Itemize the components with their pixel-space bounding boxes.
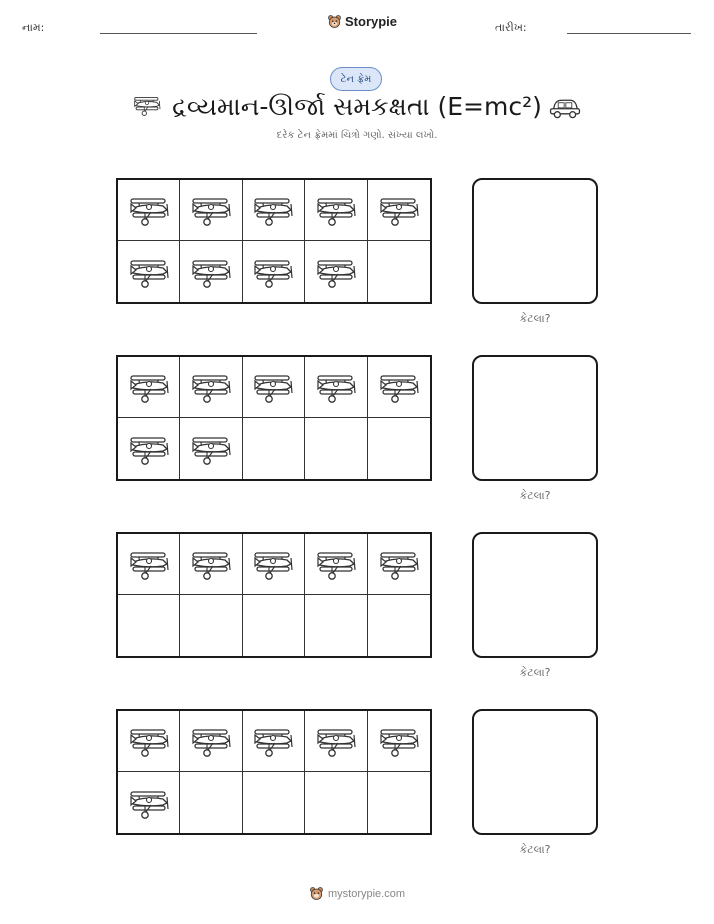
airplane-icon xyxy=(314,545,358,583)
answer-box[interactable] xyxy=(472,178,598,304)
ten-frame-cell xyxy=(305,595,367,656)
airplane-icon xyxy=(377,191,421,229)
brand-name: Storypie xyxy=(345,14,398,29)
ten-frame-cell xyxy=(243,595,305,656)
footer-url: mystorypie.com xyxy=(328,887,406,900)
ten-frame-cell xyxy=(118,357,180,418)
airplane-icon xyxy=(189,545,233,583)
airplane-icon xyxy=(127,430,171,468)
count-prompt: કેટલા? xyxy=(519,666,551,679)
ten-frame-cell xyxy=(118,595,180,656)
ten-frame-cell xyxy=(368,180,430,241)
airplane-icon xyxy=(251,545,295,583)
ten-frame-cell xyxy=(368,711,430,772)
ten-frame-cell xyxy=(118,534,180,595)
ten-frame-cell xyxy=(368,241,430,302)
ten-frame-cell xyxy=(243,711,305,772)
worksheet-type-badge: ટેન ફ્રેમ xyxy=(330,67,382,91)
ten-frame-cell xyxy=(243,418,305,479)
ten-frame xyxy=(116,178,432,304)
ten-frame xyxy=(116,355,432,481)
ten-frame-cell xyxy=(243,357,305,418)
name-line[interactable] xyxy=(100,33,257,34)
count-prompt: કેટલા? xyxy=(519,843,551,856)
ten-frame-cell xyxy=(305,418,367,479)
ten-frame-cell xyxy=(180,711,242,772)
ten-frame-cell xyxy=(243,772,305,833)
ten-frame xyxy=(116,709,432,835)
airplane-icon xyxy=(127,545,171,583)
brand-logo xyxy=(327,14,397,29)
airplane-icon xyxy=(251,191,295,229)
ten-frame-cell xyxy=(118,772,180,833)
airplane-icon xyxy=(127,784,171,822)
answer-box[interactable] xyxy=(472,709,598,835)
airplane-icon xyxy=(377,722,421,760)
ten-frame-cell xyxy=(305,711,367,772)
ten-frame-cell xyxy=(305,241,367,302)
airplane-icon xyxy=(127,722,171,760)
ten-frame-cell xyxy=(305,772,367,833)
airplane-icon xyxy=(251,722,295,760)
ten-frame-cell xyxy=(118,241,180,302)
bear-mascot-icon xyxy=(309,886,324,901)
airplane-icon xyxy=(377,545,421,583)
ten-frame-cell xyxy=(243,180,305,241)
ten-frame-cell xyxy=(180,418,242,479)
ten-frame-cell xyxy=(368,357,430,418)
count-prompt: કેટલા? xyxy=(519,489,551,502)
airplane-icon xyxy=(314,722,358,760)
airplane-icon xyxy=(189,722,233,760)
airplane-icon xyxy=(189,368,233,406)
answer-box[interactable] xyxy=(472,355,598,481)
date-label: તારીખ: xyxy=(495,21,527,34)
name-label: નામ: xyxy=(22,21,45,34)
ten-frame-cell xyxy=(368,595,430,656)
date-line[interactable] xyxy=(567,33,691,34)
airplane-icon xyxy=(189,253,233,291)
ten-frame-cell xyxy=(180,534,242,595)
ten-frame-cell xyxy=(305,180,367,241)
airplane-icon xyxy=(189,191,233,229)
ten-frame-cell xyxy=(118,711,180,772)
page-title: દ્રવ્યમાન-ઊર્જા સમકક્ષતા (E=mc²) xyxy=(172,92,542,121)
ten-frame-cell xyxy=(305,357,367,418)
ten-frame-cell xyxy=(118,180,180,241)
airplane-icon xyxy=(314,253,358,291)
airplane-icon xyxy=(314,368,358,406)
ten-frame-cell xyxy=(243,241,305,302)
ten-frame-cell xyxy=(368,418,430,479)
ten-frame-cell xyxy=(180,595,242,656)
instructions: દરેક ટેન ફ્રેમમાં ચિત્રો ગણો. સંખ્યા લખો. xyxy=(276,130,438,141)
ten-frame-cell xyxy=(368,534,430,595)
airplane-icon xyxy=(189,430,233,468)
airplane-icon xyxy=(251,253,295,291)
ten-frame-cell xyxy=(180,180,242,241)
ten-frame-cell xyxy=(180,772,242,833)
airplane-icon xyxy=(127,191,171,229)
airplane-icon xyxy=(127,253,171,291)
airplane-icon xyxy=(127,368,171,406)
bear-mascot-icon xyxy=(327,14,342,29)
footer xyxy=(309,886,405,901)
ten-frame-cell xyxy=(180,357,242,418)
ten-frame xyxy=(116,532,432,658)
count-prompt: કેટલા? xyxy=(519,312,551,325)
ten-frame-cell xyxy=(180,241,242,302)
car-icon xyxy=(548,94,582,120)
ten-frame-cell xyxy=(368,772,430,833)
ten-frame-cell xyxy=(243,534,305,595)
airplane-icon xyxy=(251,368,295,406)
ten-frame-cell xyxy=(118,418,180,479)
airplane-icon xyxy=(314,191,358,229)
answer-box[interactable] xyxy=(472,532,598,658)
airplane-icon xyxy=(377,368,421,406)
ten-frame-cell xyxy=(305,534,367,595)
